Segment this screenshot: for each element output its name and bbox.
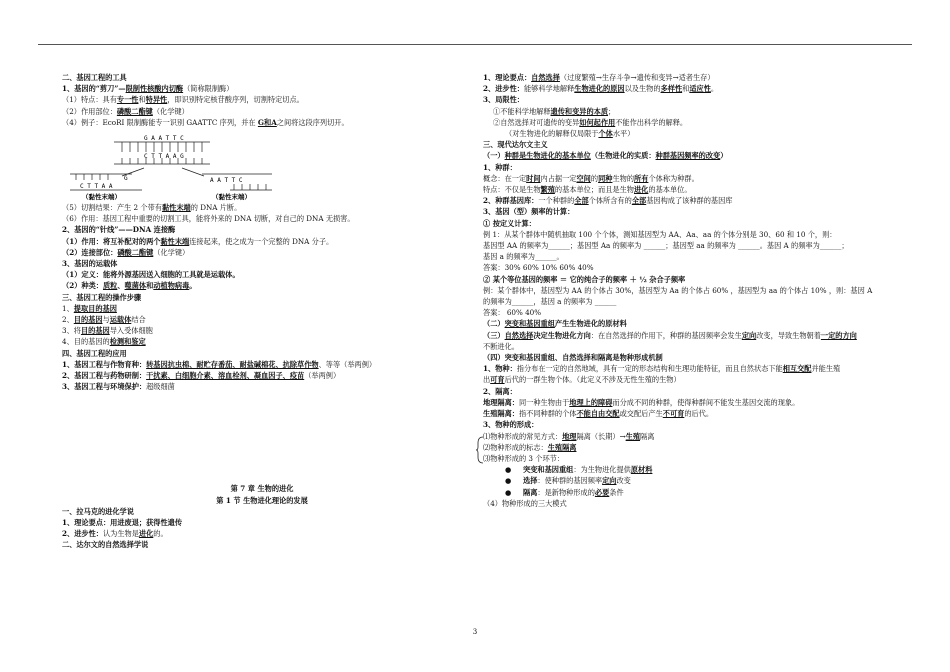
line: 基因 a 的频率为______。 bbox=[483, 252, 564, 262]
line: （对生物进化的解释仅局限于个体水平） bbox=[505, 129, 635, 139]
line: 3、将目的基因导入受体细胞 bbox=[62, 326, 153, 336]
ecori-cut-figure bbox=[62, 128, 462, 202]
heading: 3、基因的运载体 bbox=[62, 259, 118, 269]
line: 1、理论要点：用进废退；获得性遗传 bbox=[62, 518, 183, 528]
left-fragment-sequence: C T T A A bbox=[80, 183, 113, 191]
line: 的频率为______，基因 a 的频率为 ______ bbox=[483, 297, 617, 307]
line: （1）定义：能将外源基因送入细胞的工具就是运载体。 bbox=[62, 270, 240, 280]
line: 答案：30% 60% 10% 60% 40% bbox=[483, 263, 594, 273]
line: 2、种群基因库：一个种群的全部个体所含有的全部基因构成了该种群的基因库 bbox=[483, 196, 733, 206]
right-column bbox=[483, 72, 913, 509]
line: 基因型 AA 的频率为______；基因型 Aa 的频率为 ______；基因型 aa 的频率为 ______。基因 A 的频率为______； bbox=[483, 241, 849, 251]
line: 2、进步性：认为生物是进化的。 bbox=[62, 529, 168, 539]
line: （6）作用：基因工程中重要的切割工具，能将外来的 DNA 切断，对自己的 DNA 无损害。 bbox=[62, 214, 355, 224]
header-rule bbox=[38, 44, 912, 45]
line: 特点：不仅是生物繁殖的基本单位；而且是生物进化的基本单位。 bbox=[483, 185, 692, 195]
line: （1）特点：具有专一性和特异性，即识别特定核苷酸序列，切割特定切点。 bbox=[62, 95, 304, 105]
line: 1、提取目的基因 bbox=[62, 303, 117, 313]
heading: 三、现代达尔文主义 bbox=[483, 140, 548, 150]
heading: （四）突变和基因重组、自然选择和隔离是物种形成机制 bbox=[483, 353, 663, 363]
line: 2、进步性：能够科学地解释生物进化的原因以及生物的多样性和适应性。 bbox=[483, 84, 719, 94]
list-item: ● 选择：使种群的基因频率定向改变 bbox=[505, 476, 631, 486]
heading: ① 按定义计算： bbox=[483, 218, 536, 228]
chapter-title: 第 7 章 生物的进化 bbox=[230, 484, 294, 494]
line: 不断进化。 bbox=[483, 341, 519, 351]
page-number: 3 bbox=[472, 628, 478, 636]
line: ②自然选择对可遗传的变异如何起作用不能作出科学的解释。 bbox=[493, 117, 688, 127]
heading: 3、基因（型）频率的计算： bbox=[483, 207, 575, 217]
heading: 四、基因工程的应用 bbox=[62, 348, 127, 358]
line: 出可育后代的一群生物个体。（此定义不涉及无性生殖的生物） bbox=[483, 375, 681, 385]
line: （4）例子：EcoRI 限制酶能专一识别 GAATTC 序列，并在 G和A之间将这段序列切开。 bbox=[62, 117, 349, 127]
heading: 2、基因的“针线”——DNA 连接酶 bbox=[62, 225, 176, 235]
heading: 二、达尔文的自然选择学说 bbox=[62, 540, 149, 550]
line: （三）自然选择决定生物进化方向：在自然选择的作用下，种群的基因频率会发生定向改变，导致生物朝着一定的方向 bbox=[483, 330, 857, 340]
line: 地理隔离：同一种生物由于地理上的障碍而分成不同的种群，使得种群间不能发生基因交流的现象。 bbox=[483, 397, 800, 407]
bullet-icon: ● bbox=[505, 465, 512, 475]
heading: ② 某个等位基因的频率 ＝ 它的纯合子的频率 ＋ ½ 杂合子频率 bbox=[483, 274, 686, 284]
fragment-g-label: G bbox=[124, 175, 128, 183]
line: 2、目的基因与运载体结合 bbox=[62, 315, 146, 325]
line: （二）突变和基因重组产生生物进化的原材料 bbox=[483, 319, 627, 329]
line: （5）切割结果：产生 2 个带有黏性末端的 DNA 片断。 bbox=[62, 203, 242, 213]
heading: 2、隔离： bbox=[483, 386, 517, 396]
sticky-end-caption-right: （黏性末端） bbox=[212, 193, 251, 202]
line: 1、物种：指分布在一定的自然地域，具有一定的形态结构和生理功能特征，而且自然状态下能相互交配并能生殖 bbox=[483, 364, 841, 374]
brace-icon bbox=[476, 436, 484, 464]
line: 1、理论要点：自然选择（过度繁殖→生存斗争→遗传和变异→适者生存） bbox=[483, 73, 715, 82]
dna-diagram bbox=[62, 128, 462, 202]
heading: 3、局限性： bbox=[483, 95, 524, 105]
heading: 三、基因工程的操作步骤 bbox=[62, 292, 142, 302]
heading: 3、物种的形成： bbox=[483, 420, 539, 430]
top-sequence: G A A T T C bbox=[144, 135, 184, 143]
line: （一）种群是生物进化的基本单位（生物进化的实质：种群基因频率的改变） bbox=[483, 151, 728, 161]
heading: 二、基因工程的工具 bbox=[62, 73, 127, 82]
line: 1、基因的“剪刀”—限制性核酸内切酶（简称限制酶） bbox=[62, 84, 234, 94]
line: （2）作用部位：磷酸二酯键（化学键） bbox=[62, 106, 189, 116]
line: 例：某个群体中，基因型为 AA 的个体占 30%，基因型为 Aa 的个体占 60% ，基因型为 aa 的个体占 10% ，则：基因 A bbox=[483, 285, 873, 295]
line: 4、目的基因的检测和鉴定 bbox=[62, 337, 146, 347]
line: 例 1：从某个群体中随机抽取 100 个个体，测知基因型为 AA、Aa、aa 的个体分别是 30、60 和 10 个，则： bbox=[483, 229, 837, 239]
line: 2、基因工程与药物研制：干扰素、白细胞介素、溶血栓剂、凝血因子、疫苗（举两例） bbox=[62, 371, 341, 381]
sticky-end-caption-left: （黏性末端） bbox=[82, 193, 121, 202]
line: ⑴物种形成的常见方式：地理隔离（长期）→生殖隔离 bbox=[483, 431, 655, 441]
line: （4）物种形成的三大模式 bbox=[483, 498, 567, 508]
line: （2）种类：质粒、噬菌体和动植物病毒。 bbox=[62, 281, 197, 291]
line: 3、基因工程与环境保护：超级细菌 bbox=[62, 382, 175, 392]
line: ①不能科学地解释遗传和变异的本质； bbox=[493, 106, 616, 116]
section-title: 第 1 节 生物进化理论的发展 bbox=[216, 495, 308, 505]
line: 概念：在一定时间内占据一定空间的同种生物的所有个体称为种群。 bbox=[483, 173, 699, 183]
right-fragment-sequence: A A T T C bbox=[210, 177, 243, 185]
line: 生殖隔离：指不同种群的个体不能自由交配或交配后产生不可育的后代。 bbox=[483, 409, 714, 419]
bottom-sequence: C T T A A G bbox=[144, 153, 184, 161]
line: ⑶物种形成的 3 个环节： bbox=[483, 453, 565, 463]
list-item: ● 隔离：是新物种形成的必要条件 bbox=[505, 487, 624, 497]
line: （1）作用：将互补配对的两个黏性末端连接起来，使之成为一个完整的 DNA 分子。 bbox=[62, 236, 334, 246]
cut-arrows bbox=[122, 168, 204, 176]
line: 1、基因工程与作物育种：转基因抗虫棉、耐贮存番茄、耐盐碱棉花、抗除草作物、等等（举两例） bbox=[62, 359, 377, 369]
dna-strand-top bbox=[114, 142, 210, 152]
left-column bbox=[62, 72, 462, 551]
line: 答案： 60% 40% bbox=[483, 308, 542, 318]
bullet-icon: ● bbox=[505, 476, 512, 486]
list-item: ● 突变和基因重组：为生物进化提供原材料 bbox=[505, 465, 653, 475]
heading: 1、种群： bbox=[483, 162, 517, 172]
heading: 一、拉马克的进化学说 bbox=[62, 506, 134, 516]
line: （2）连接部位：磷酸二酯键（化学键） bbox=[62, 247, 190, 257]
line: ⑵物种形成的标志：生殖隔离 bbox=[483, 442, 577, 452]
bullet-icon: ● bbox=[505, 487, 512, 497]
